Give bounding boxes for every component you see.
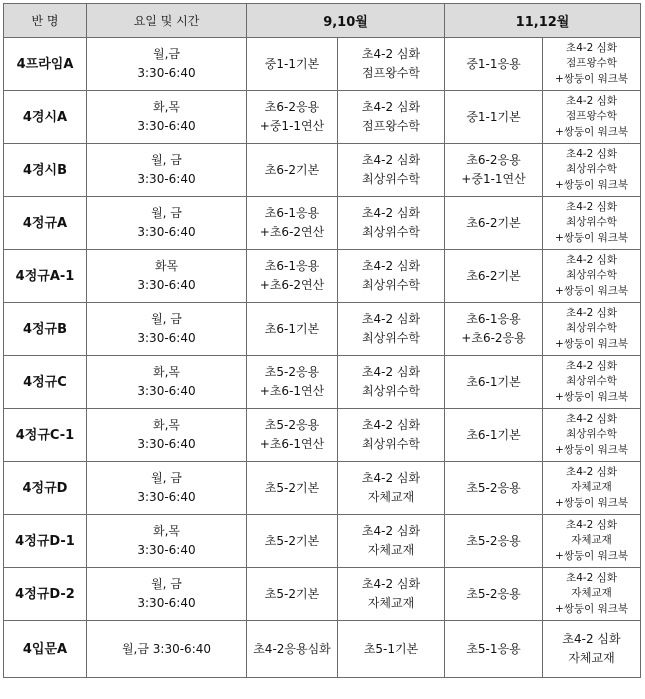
curriculum-cell-p1b (338, 515, 445, 568)
schedule-cell (87, 250, 247, 303)
table-row (4, 91, 641, 144)
cell-line: 초4-2 심화 (361, 365, 421, 379)
cell-line: 최상위수학 (566, 428, 617, 441)
curriculum-cell-p1a (247, 197, 338, 250)
table-row (4, 250, 641, 303)
cell-line: 점프왕수학 (362, 66, 420, 80)
schedule-cell (87, 38, 247, 91)
schedule-day: 화목 (154, 259, 179, 273)
curriculum-cell-p2b (543, 515, 641, 568)
table-row (4, 197, 641, 250)
class-name-cell: 4정규C (4, 356, 87, 409)
cell-line: 자체교재 (571, 481, 612, 494)
cell-line: 초4-2 심화 (361, 100, 421, 114)
cell-line: 초4-2 심화 (361, 418, 421, 432)
schedule-cell (87, 144, 247, 197)
cell-line: 최상위수학 (566, 322, 617, 335)
class-name-cell: 4정규D-1 (4, 515, 87, 568)
cell-line: 초4-2 심화 (566, 41, 617, 54)
table-row (4, 462, 641, 515)
cell-line: +초6-1연산 (259, 384, 325, 398)
cell-line: 초5-2응용 (466, 480, 521, 495)
curriculum-cell-p2b (543, 356, 641, 409)
cell-line: 최상위수학 (566, 269, 617, 282)
cell-line: 최상위수학 (362, 331, 420, 345)
schedule-day: 월,금 (153, 47, 180, 61)
cell-line: 초4-2 심화 (361, 312, 421, 326)
schedule-cell (87, 515, 247, 568)
header-class: 반 명 (4, 4, 87, 38)
curriculum-cell-p1a (247, 144, 338, 197)
curriculum-cell-p1a (247, 356, 338, 409)
cell-line: 자체교재 (571, 534, 612, 547)
curriculum-cell-p2a (445, 38, 543, 91)
class-name-cell: 4정규C-1 (4, 409, 87, 462)
header-schedule: 요일 및 시간 (87, 4, 247, 38)
header-period-sep-oct: 9,10월 (247, 4, 445, 38)
curriculum-cell-p2a (445, 409, 543, 462)
curriculum-cell-p1a (247, 409, 338, 462)
cell-line: 최상위수학 (362, 225, 420, 239)
schedule-time: 3:30-6:40 (137, 543, 196, 557)
cell-line: 초4-2 심화 (566, 359, 617, 372)
schedule-cell (87, 356, 247, 409)
cell-line: +중1-1연산 (259, 119, 325, 133)
cell-line: 초4-2 심화 (566, 253, 617, 266)
curriculum-cell-p1a (247, 91, 338, 144)
cell-line: 초4-2 심화 (566, 571, 617, 584)
class-schedule-table (3, 3, 641, 678)
schedule-time: 3:30-6:40 (137, 490, 196, 504)
cell-line: 초4-2 심화 (566, 200, 617, 213)
table-row (4, 515, 641, 568)
cell-line: 초5-2응용 (264, 365, 320, 379)
cell-line: 초4-2 심화 (361, 206, 421, 220)
curriculum-cell-p1b (338, 250, 445, 303)
cell-line: +쌍둥이 워크북 (555, 496, 629, 509)
cell-line: +초6-1연산 (259, 437, 325, 451)
curriculum-cell-p1a: 초4-2응용심화 (247, 621, 338, 678)
cell-line: 초4-2 심화 (361, 153, 421, 167)
cell-line: 초4-2 심화 (361, 471, 421, 485)
cell-line: 중1-1기본 (466, 109, 521, 124)
schedule-time: 3:30-6:40 (137, 225, 196, 239)
cell-line: +쌍둥이 워크북 (555, 602, 629, 615)
class-name-cell: 4정규A-1 (4, 250, 87, 303)
cell-line: 최상위수학 (362, 278, 420, 292)
curriculum-cell-p1b (338, 144, 445, 197)
cell-line: 중1-1응용 (466, 56, 521, 71)
curriculum-cell-p2a (445, 356, 543, 409)
schedule-time: 3:30-6:40 (137, 172, 196, 186)
cell-line: 초4-2 심화 (562, 632, 621, 646)
schedule-day: 월, 금 (151, 312, 182, 326)
cell-line: 초4-2 심화 (566, 147, 617, 160)
cell-line: 초6-1기본 (466, 427, 521, 442)
curriculum-cell-p1a (247, 515, 338, 568)
schedule-day: 월, 금 (151, 577, 182, 591)
cell-line: 점프왕수학 (566, 57, 617, 70)
curriculum-cell-p2b (543, 303, 641, 356)
cell-line: 최상위수학 (566, 163, 617, 176)
curriculum-cell-p2a (445, 568, 543, 621)
header-row (4, 4, 641, 38)
cell-line: 초5-2기본 (264, 586, 320, 601)
cell-line: 최상위수학 (362, 172, 420, 186)
cell-line: 초5-2기본 (264, 480, 320, 495)
cell-line: 초6-2응용 (466, 153, 521, 167)
curriculum-cell-p1b (338, 568, 445, 621)
class-name-cell: 4프라임A (4, 38, 87, 91)
cell-line: 초4-2 심화 (566, 412, 617, 425)
schedule-day: 화,목 (153, 100, 180, 114)
table-row (4, 38, 641, 91)
schedule-cell (87, 568, 247, 621)
curriculum-cell-p2a: 초5-1응용 (445, 621, 543, 678)
schedule-day: 화,목 (153, 524, 180, 538)
cell-line: 자체교재 (568, 651, 615, 665)
schedule-time: 3:30-6:40 (137, 384, 196, 398)
curriculum-cell-p2a (445, 462, 543, 515)
cell-line: 초4-2 심화 (566, 94, 617, 107)
curriculum-cell-p1b (338, 303, 445, 356)
cell-line: 초5-2응용 (466, 533, 521, 548)
cell-line: +쌍둥이 워크북 (555, 337, 629, 350)
schedule-time: 3:30-6:40 (137, 437, 196, 451)
schedule-day: 화,목 (153, 365, 180, 379)
schedule-cell (87, 303, 247, 356)
cell-line: 점프왕수학 (362, 119, 420, 133)
cell-line: +쌍둥이 워크북 (555, 231, 629, 244)
schedule-time: 3:30-6:40 (137, 66, 196, 80)
cell-line: +초6-2연산 (259, 278, 325, 292)
schedule-day: 월, 금 (151, 153, 182, 167)
curriculum-cell-p1a (247, 568, 338, 621)
class-name-cell: 4정규D (4, 462, 87, 515)
curriculum-cell-p1b (338, 197, 445, 250)
curriculum-cell-p2a (445, 250, 543, 303)
curriculum-cell-p2b (543, 621, 641, 678)
curriculum-cell-p1b (338, 38, 445, 91)
cell-line: 초4-2 심화 (566, 306, 617, 319)
cell-line: 초5-2기본 (264, 533, 320, 548)
curriculum-cell-p2b (543, 462, 641, 515)
curriculum-cell-p1a (247, 250, 338, 303)
cell-line: 초5-2응용 (466, 586, 521, 601)
cell-line: +쌍둥이 워크북 (555, 549, 629, 562)
curriculum-cell-p1a (247, 462, 338, 515)
cell-line: +중1-1연산 (461, 172, 526, 186)
curriculum-cell-p2a (445, 303, 543, 356)
cell-line: 초4-2 심화 (566, 518, 617, 531)
cell-line: 초6-1기본 (264, 321, 320, 336)
cell-line: 자체교재 (367, 543, 415, 557)
class-name-cell: 4경시B (4, 144, 87, 197)
curriculum-cell-p2b (543, 38, 641, 91)
curriculum-cell-p1b (338, 91, 445, 144)
curriculum-cell-p2b (543, 197, 641, 250)
cell-line: 최상위수학 (362, 384, 420, 398)
cell-line: +쌍둥이 워크북 (555, 72, 629, 85)
curriculum-cell-p1a (247, 303, 338, 356)
curriculum-cell-p1b: 초5-1기본 (338, 621, 445, 678)
cell-line: 초4-2 심화 (361, 47, 421, 61)
curriculum-cell-p1b (338, 462, 445, 515)
class-name-cell: 4정규D-2 (4, 568, 87, 621)
cell-line: 초6-1응용 (466, 312, 521, 326)
curriculum-cell-p2b (543, 250, 641, 303)
cell-line: 자체교재 (367, 596, 415, 610)
class-name-cell: 4정규A (4, 197, 87, 250)
cell-line: 초4-2 심화 (361, 259, 421, 273)
curriculum-cell-p1b (338, 409, 445, 462)
cell-line: +초6-2연산 (259, 225, 325, 239)
schedule-day: 월, 금 (151, 471, 182, 485)
schedule-cell (87, 91, 247, 144)
cell-line: 초5-2응용 (264, 418, 320, 432)
cell-line: 초6-1응용 (264, 206, 320, 220)
table-row (4, 356, 641, 409)
curriculum-cell-p2b (543, 91, 641, 144)
table-row (4, 303, 641, 356)
cell-line: 최상위수학 (566, 216, 617, 229)
curriculum-cell-p2a (445, 91, 543, 144)
schedule-time: 3:30-6:40 (137, 278, 196, 292)
cell-line: 초4-2 심화 (566, 465, 617, 478)
cell-line: +쌍둥이 워크북 (555, 284, 629, 297)
table-row (4, 568, 641, 621)
schedule-day: 화,목 (153, 418, 180, 432)
curriculum-cell-p2a (445, 197, 543, 250)
cell-line: 최상위수학 (566, 375, 617, 388)
cell-line: +초6-2응용 (461, 331, 526, 345)
class-name-cell: 4입문A (4, 621, 87, 678)
cell-line: +쌍둥이 워크북 (555, 390, 629, 403)
schedule-day: 월, 금 (151, 206, 182, 220)
cell-line: 초6-2응용 (264, 100, 320, 114)
table-body (4, 38, 641, 678)
cell-line: +쌍둥이 워크북 (555, 125, 629, 138)
curriculum-cell-p1a (247, 38, 338, 91)
table-row (4, 144, 641, 197)
cell-line: 초6-1기본 (466, 374, 521, 389)
schedule-cell (87, 197, 247, 250)
curriculum-cell-p2b (543, 568, 641, 621)
cell-line: +쌍둥이 워크북 (555, 178, 629, 191)
cell-line: 자체교재 (571, 587, 612, 600)
cell-line: 최상위수학 (362, 437, 420, 451)
header-period-nov-dec: 11,12월 (445, 4, 641, 38)
curriculum-cell-p1b (338, 356, 445, 409)
schedule-time: 3:30-6:40 (137, 119, 196, 133)
schedule-cell (87, 462, 247, 515)
cell-line: 자체교재 (367, 490, 415, 504)
schedule-time: 3:30-6:40 (137, 331, 196, 345)
cell-line: 초4-2 심화 (361, 524, 421, 538)
schedule-time: 3:30-6:40 (137, 596, 196, 610)
table-row (4, 621, 641, 678)
cell-line: 초6-2기본 (466, 215, 521, 230)
table-row (4, 409, 641, 462)
class-name-cell: 4경시A (4, 91, 87, 144)
cell-line: 중1-1기본 (264, 56, 320, 71)
cell-line: 초6-2기본 (466, 268, 521, 283)
curriculum-cell-p2a (445, 144, 543, 197)
cell-line: 초4-2 심화 (361, 577, 421, 591)
curriculum-cell-p2b (543, 144, 641, 197)
cell-line: 점프왕수학 (566, 110, 617, 123)
cell-line: 초6-2기본 (264, 162, 320, 177)
cell-line: +쌍둥이 워크북 (555, 443, 629, 456)
schedule-cell (87, 409, 247, 462)
schedule-cell: 월,금 3:30-6:40 (87, 621, 247, 678)
curriculum-cell-p2b (543, 409, 641, 462)
curriculum-cell-p2a (445, 515, 543, 568)
cell-line: 초6-1응용 (264, 259, 320, 273)
class-name-cell: 4정규B (4, 303, 87, 356)
